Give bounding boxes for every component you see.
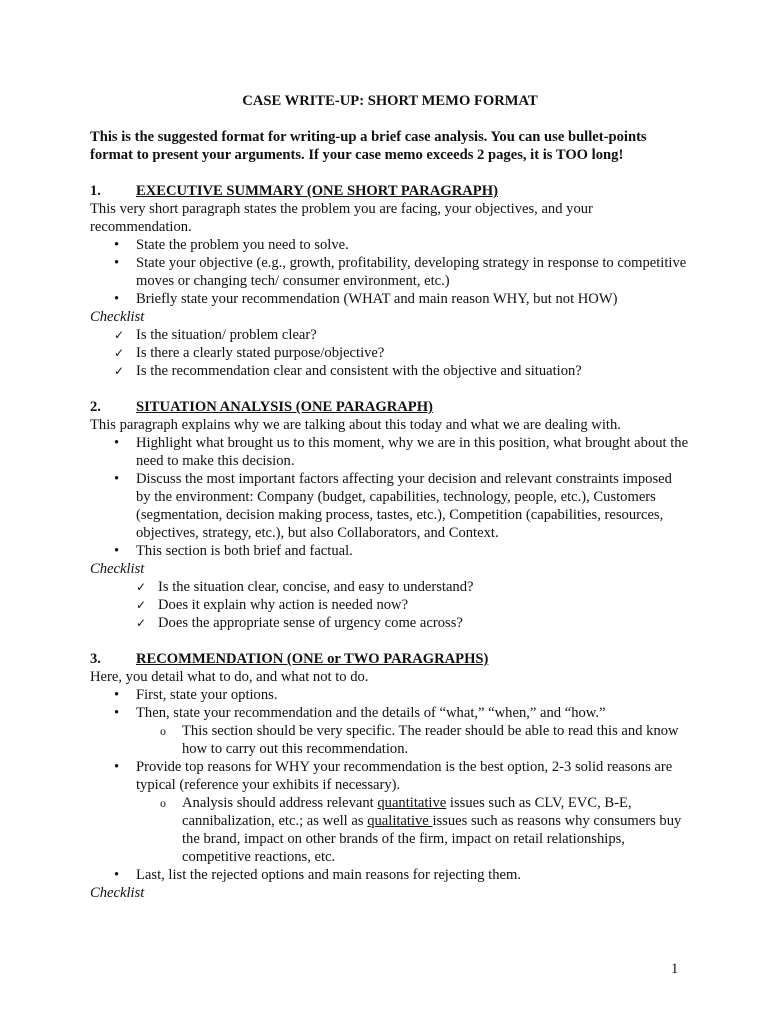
list-item: • State the problem you need to solve. bbox=[90, 236, 690, 254]
list-item: • First, state your options. bbox=[90, 686, 690, 704]
bullet-list bbox=[90, 434, 690, 560]
section-heading bbox=[90, 182, 690, 200]
checklist-item: ✓ Is the situation/ problem clear? bbox=[90, 326, 690, 344]
underlined-term-quantitative: quantitative bbox=[377, 795, 447, 811]
checklist-item: ✓ Does it explain why action is needed now? bbox=[90, 596, 690, 614]
checklist bbox=[90, 326, 690, 380]
list-item: • Then, state your recommendation and the details of “what,” “when,” and “how.” bbox=[90, 704, 690, 722]
sub-text: issues such as reasons why consumers buy the brand, impact on other brands of the firm, impact on retail relationships, competitive reactions, etc. bbox=[182, 813, 682, 865]
section-heading-text: SITUATION ANALYSIS (ONE PARAGRAPH) bbox=[136, 399, 433, 415]
sub-text: issues such as CLV, EVC, B-E, cannibalization, etc.; as well as bbox=[182, 795, 632, 829]
checklist-label: Checklist bbox=[90, 561, 145, 577]
checklist-label: Checklist bbox=[90, 309, 145, 325]
section-executive-summary bbox=[90, 182, 690, 380]
list-item: • State your objective (e.g., growth, profitability, developing strategy in response to competitive moves or changing tech/ consumer environment, etc.) bbox=[90, 254, 690, 290]
list-item: • Highlight what brought us to this moment, why we are in this position, what brought about the need to make this decision. bbox=[90, 434, 690, 470]
section-recommendation bbox=[90, 650, 690, 902]
section-number: 2. bbox=[90, 399, 101, 415]
checklist-item: ✓ Does the appropriate sense of urgency come across? bbox=[90, 614, 690, 632]
section-heading bbox=[90, 398, 690, 416]
page-number: 1 bbox=[671, 961, 679, 977]
bullet-list bbox=[90, 236, 690, 308]
checklist-item: ✓ Is the recommendation clear and consistent with the objective and situation? bbox=[90, 362, 690, 380]
section-heading-text: RECOMMENDATION (ONE or TWO PARAGRAPHS) bbox=[136, 651, 489, 667]
intro-paragraph: This is the suggested format for writing-up a brief case analysis. You can use bullet-points format to present your arguments. If your case memo exceeds 2 pages, it is TOO long! bbox=[90, 129, 647, 163]
section-paragraph: Here, you detail what to do, and what not to do. bbox=[90, 669, 369, 685]
section-heading-text: EXECUTIVE SUMMARY (ONE SHORT PARAGRAPH) bbox=[136, 183, 498, 199]
checklist-item: ✓ Is there a clearly stated purpose/objective? bbox=[90, 344, 690, 362]
document-title: CASE WRITE-UP: SHORT MEMO FORMAT bbox=[242, 93, 538, 109]
list-item: • This section is both brief and factual. bbox=[90, 542, 690, 560]
section-number: 3. bbox=[90, 651, 101, 667]
checklist-label: Checklist bbox=[90, 885, 145, 901]
sub-text: Analysis should address relevant bbox=[182, 795, 378, 811]
checklist bbox=[90, 578, 690, 632]
list-item: • Briefly state your recommendation (WHAT and main reason WHY, but not HOW) bbox=[90, 290, 690, 308]
section-paragraph: This paragraph explains why we are talking about this today and what we are dealing with. bbox=[90, 417, 621, 433]
bullet-list bbox=[90, 686, 690, 884]
sub-list-item bbox=[90, 794, 690, 866]
section-situation-analysis bbox=[90, 398, 690, 632]
list-item: • Provide top reasons for WHY your recommendation is the best option, 2-3 solid reasons are typical (reference your exhibits if necessary). bbox=[90, 758, 690, 794]
document-page bbox=[90, 92, 690, 920]
section-number: 1. bbox=[90, 183, 101, 199]
underlined-term-qualitative: qualitative bbox=[367, 813, 433, 829]
checklist-item: ✓ Is the situation clear, concise, and easy to understand? bbox=[90, 578, 690, 596]
list-item: • Last, list the rejected options and main reasons for rejecting them. bbox=[90, 866, 690, 884]
list-item: • Discuss the most important factors affecting your decision and relevant constraints imposed by the environment: Company (budget, capabilities, technology, people, etc.), Customers (segmentation, decision making process, tastes, etc.), Competition (capabilities, resources, objectives, strategy, etc.), but also Collaborators, and Context. bbox=[90, 470, 690, 542]
section-paragraph: This very short paragraph states the problem you are facing, your objectives, and your recommendation. bbox=[90, 201, 593, 235]
section-heading bbox=[90, 650, 690, 668]
sub-list-item: o This section should be very specific. The reader should be able to read this and know how to carry out this recommendation. bbox=[90, 722, 690, 758]
